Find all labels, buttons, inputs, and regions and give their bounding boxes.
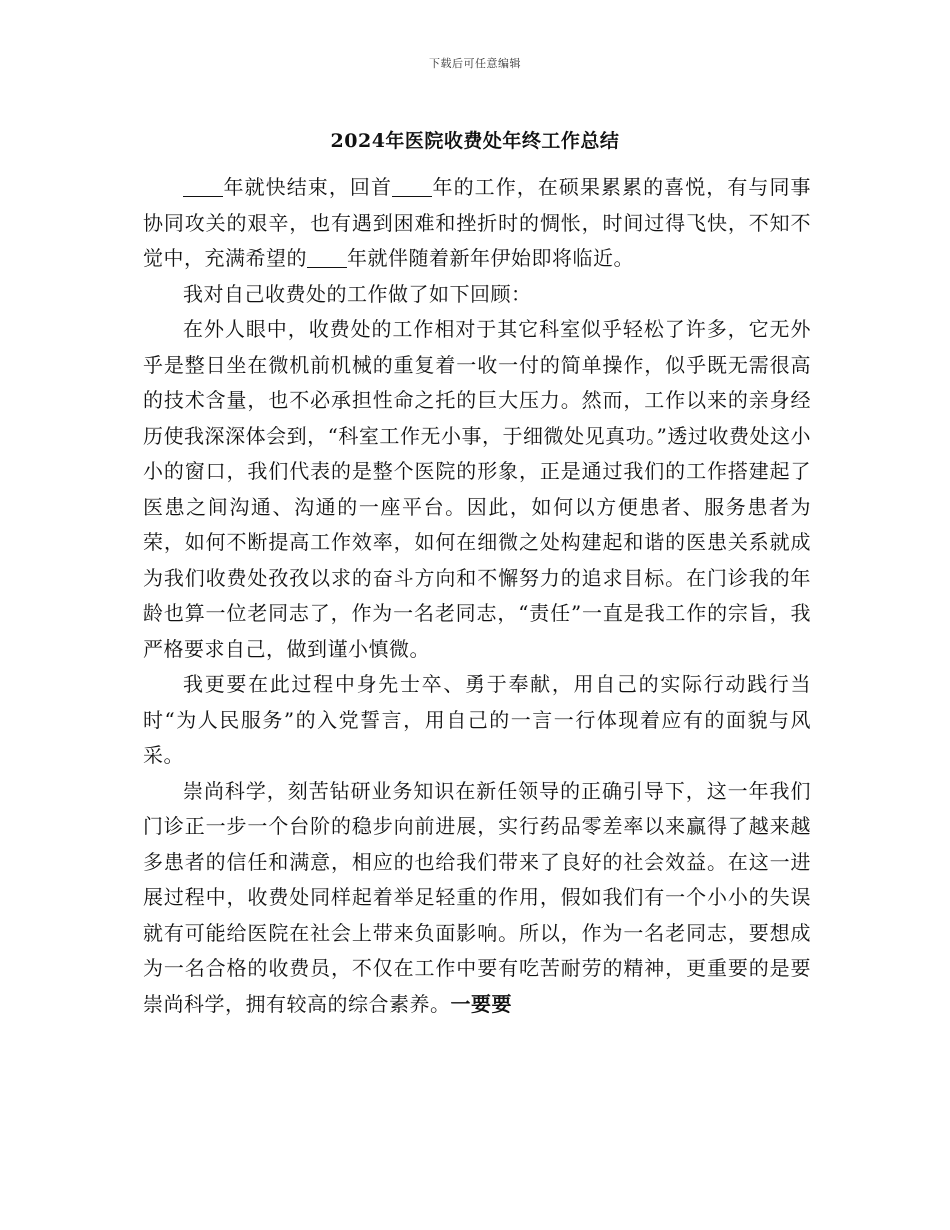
fill-in-blank xyxy=(392,176,432,197)
document-title: 2024年医院收费处年终工作总结 xyxy=(330,130,620,152)
paragraph-intro-part-c: 年就伴随着新年伊始即将临近。 xyxy=(347,246,634,270)
paragraph-respect-science xyxy=(143,774,811,1023)
fill-in-blank xyxy=(307,247,347,268)
header-note: 下载后可任意编辑 xyxy=(429,57,521,70)
paragraph-emphasis: 一要要 xyxy=(450,991,512,1016)
fill-in-blank xyxy=(183,176,223,197)
paragraph-intro-part-a: 年就快结束，回首 xyxy=(223,175,392,199)
paragraph-review-heading: 我对自己收费处的工作做了如下回顾： xyxy=(183,281,532,306)
paragraph-lead-by-example: 我更要在此过程中身先士卒、勇于奉献，用自己的实际行动践行当时“为人民服务”的入党誓言，用自己的一言一行体现着应有的面貌与风采。 xyxy=(143,672,811,767)
paragraph-intro-part-b: 年的工作，在硕果累累的喜悦，有与同事协同攻关的艰辛，也有遇到困难和挫折时的惆怅，时间过得飞快，不知不觉中，充满希望的 xyxy=(143,175,811,270)
paragraph-respect-science-text: 崇尚科学，刻苦钻研业务知识在新任领导的正确引导下，这一年我们门诊正一步一个台阶的稳步向前进展，实行药品零差率以来赢得了越来越多患者的信任和满意，相应的也给我们带来了良好的社会效益。在这一进展过程中，收费处同样起着举足轻重的作用，假如我们有一个小小的失误就有可能给医院在社会上带来负面影响。所以，作为一名老同志，要想成为一名合格的收费员，不仅在工作中要有吃苦耐劳的精神，更重要的是要崇尚科学，拥有较高的综合素养。 xyxy=(143,778,811,1016)
paragraph-intro xyxy=(143,170,811,277)
document-body xyxy=(143,170,811,1022)
paragraph-outside-view: 在外人眼中，收费处的工作相对于其它科室似乎轻松了许多，它无外乎是整日坐在微机前机械的重复着一收一付的简单操作，似乎既无需很高的技术含量，也不必承担性命之托的巨大压力。然而，工作以来的亲身经历使我深深体会到，“科室工作无小事，于细微处见真功。”透过收费处这小小的窗口，我们代表的是整个医院的形象，正是通过我们的工作搭建起了医患之间沟通、沟通的一座平台。因此，如何以方便患者、服务患者为荣，如何不断提高工作效率，如何在细微之处构建起和谐的医患关系就成为我们收费处孜孜以求的奋斗方向和不懈努力的追求目标。在门诊我的年龄也算一位老同志了，作为一名老同志，“责任”一直是我工作的宗旨，我严格要求自己，做到谨小慎微。 xyxy=(143,317,811,661)
